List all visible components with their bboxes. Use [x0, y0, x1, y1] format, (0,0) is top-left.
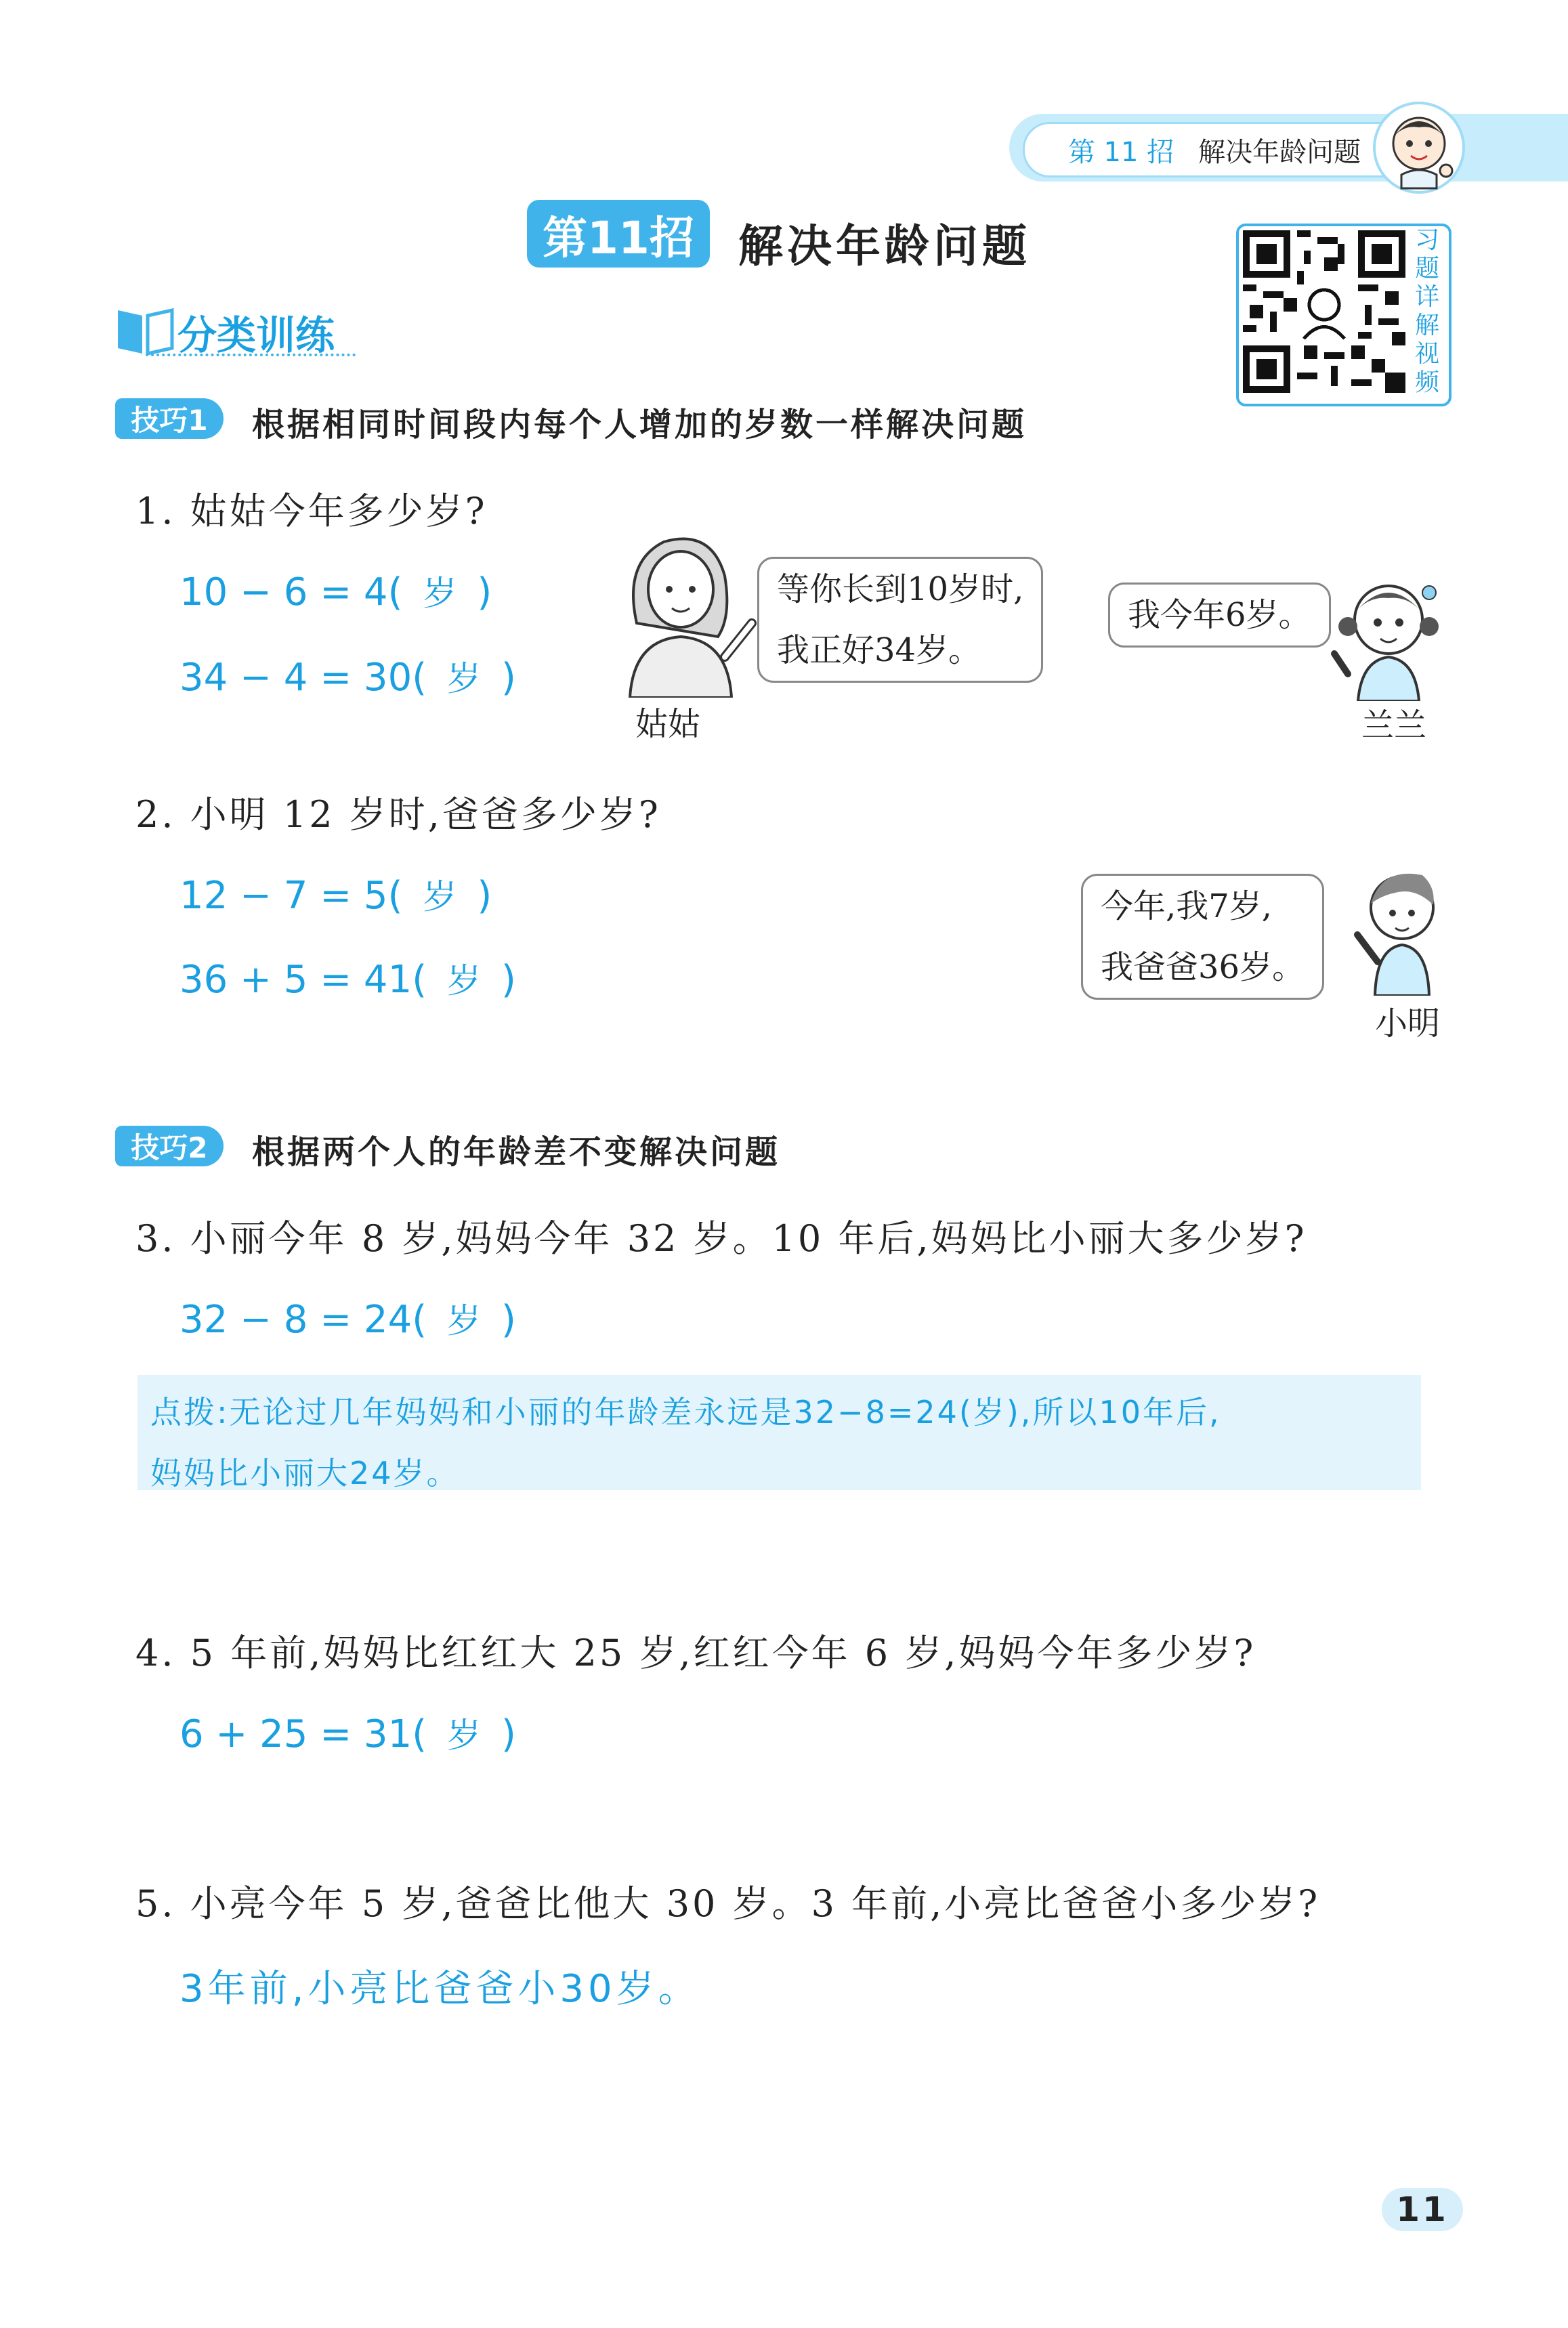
- answer-1-1: [179, 566, 492, 615]
- technique-2-badge: 技巧2: [115, 1126, 224, 1166]
- aunt-caption: 姑姑: [635, 705, 701, 743]
- qr-caption-char: 详: [1414, 283, 1439, 311]
- mascot-icon: [1372, 100, 1466, 195]
- answer-4-1: [179, 1708, 516, 1757]
- answer-expr: 36 + 5 = 41(: [179, 958, 427, 1002]
- answer-5-1: 3年前,小亮比爸爸小30岁。: [179, 1967, 700, 2011]
- question-4: 4. 5 年前,妈妈比红红大 25 岁,红红今年 6 岁,妈妈今年多少岁?: [135, 1632, 1256, 1674]
- aunt-illustration: [610, 522, 765, 698]
- xiaoming-caption: 小明: [1375, 1004, 1441, 1042]
- speech-line: 我爸爸36岁。: [1101, 948, 1305, 986]
- answer-unit: 岁: [447, 659, 482, 698]
- lesson-badge: 第11招: [527, 200, 710, 268]
- qr-caption-char: 题: [1414, 255, 1439, 282]
- lanlan-speech-bubble: 我今年6岁。: [1108, 583, 1331, 648]
- hint-text: [150, 1382, 1410, 1504]
- question-2: 2. 小明 12 岁时,爸爸多少岁?: [135, 793, 661, 836]
- header-tab-label: [1023, 122, 1406, 177]
- question-1: 1. 姑姑今年多少岁?: [135, 490, 488, 532]
- question-3: 3. 小丽今年 8 岁,妈妈今年 32 岁。10 年后,妈妈比小丽大多少岁?: [135, 1217, 1307, 1260]
- speech-line: 等你长到10岁时,: [777, 570, 1024, 608]
- section-title: 分类训练: [177, 312, 335, 358]
- hint-line: 妈妈比小丽大24岁。: [150, 1455, 460, 1491]
- section-underline: [146, 354, 356, 356]
- answer-expr: 32 − 8 = 24(: [179, 1298, 427, 1342]
- qr-caption: [1412, 226, 1442, 397]
- qr-caption-char: 视: [1414, 340, 1439, 368]
- lanlan-illustration: [1321, 566, 1456, 701]
- answer-paren: ): [477, 570, 492, 614]
- speech-line: 今年,我7岁,: [1101, 887, 1273, 925]
- qr-caption-char: 频: [1414, 368, 1439, 396]
- answer-unit: 岁: [447, 961, 482, 1000]
- technique-2-text: 根据两个人的年龄差不变解决问题: [252, 1133, 781, 1171]
- answer-expr: 34 − 4 = 30(: [179, 656, 427, 700]
- answer-unit: 岁: [447, 1301, 482, 1340]
- lanlan-caption: 兰兰: [1361, 706, 1427, 744]
- page-title: 解决年龄问题: [738, 220, 1031, 272]
- answer-unit: 岁: [447, 1716, 482, 1755]
- speech-line: 我正好34岁。: [777, 631, 981, 669]
- answer-paren: ): [501, 1298, 516, 1342]
- qr-code-icon[interactable]: [1243, 230, 1405, 393]
- header-badge: 第 11 招: [1067, 136, 1174, 168]
- answer-2-2: [179, 954, 516, 1002]
- answer-1-2: [179, 652, 516, 700]
- header-title: 解决年龄问题: [1198, 136, 1361, 168]
- question-5: 5. 小亮今年 5 岁,爸爸比他大 30 岁。3 年前,小亮比爸爸小多少岁?: [135, 1882, 1321, 1925]
- answer-expr: 6 + 25 = 31(: [179, 1712, 427, 1756]
- answer-paren: ): [501, 958, 516, 1002]
- qr-caption-char: 习: [1414, 226, 1439, 254]
- answer-paren: ): [501, 656, 516, 700]
- technique-1-text: 根据相同时间段内每个人增加的岁数一样解决问题: [252, 406, 1027, 444]
- answer-paren: ): [501, 1712, 516, 1756]
- answer-3-1: [179, 1294, 516, 1342]
- aunt-speech-bubble: [757, 557, 1043, 683]
- answer-expr: 10 − 6 = 4(: [179, 570, 403, 614]
- hint-line: 点拨:无论过几年妈妈和小丽的年龄差永远是32−8=24(岁),所以10年后,: [150, 1394, 1221, 1431]
- answer-unit: 岁: [423, 877, 457, 916]
- answer-2-1: [179, 870, 492, 918]
- xiaoming-illustration: [1341, 860, 1456, 996]
- answer-unit: 岁: [423, 574, 457, 613]
- answer-paren: ): [477, 874, 492, 918]
- technique-1-badge: 技巧1: [115, 398, 224, 439]
- book-icon: [115, 305, 176, 356]
- page-number: 11: [1382, 2188, 1463, 2231]
- qr-caption-char: 解: [1414, 312, 1439, 339]
- answer-expr: 12 − 7 = 5(: [179, 874, 403, 918]
- xiaoming-speech-bubble: [1081, 874, 1324, 1000]
